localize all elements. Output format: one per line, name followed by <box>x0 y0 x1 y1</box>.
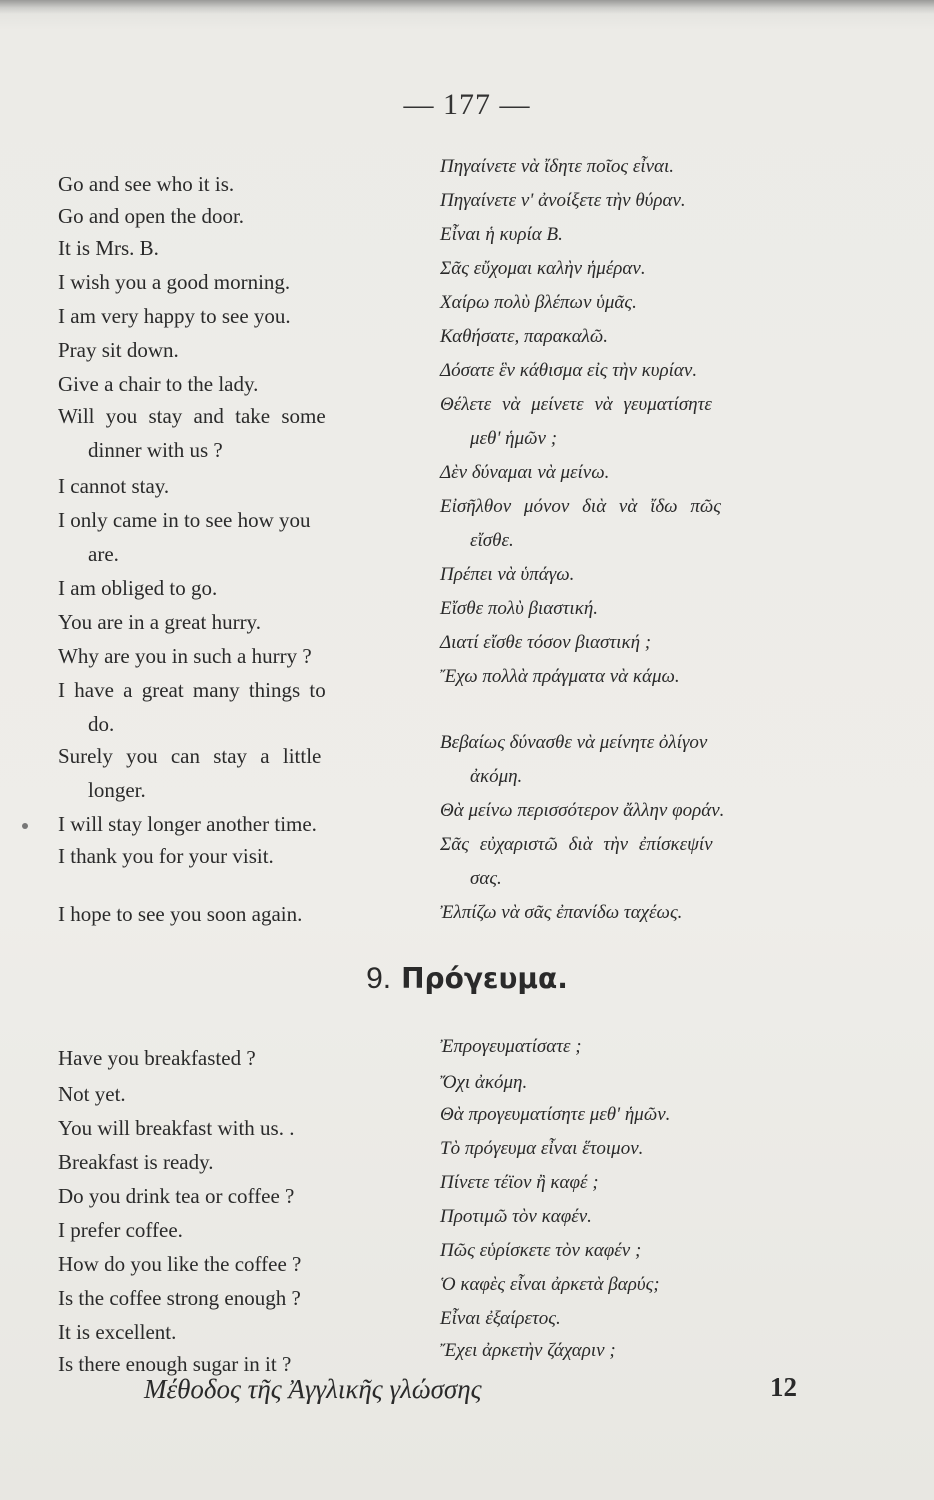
greek-line: μεθ' ἡμῶν ; <box>470 428 558 449</box>
english-line: do. <box>88 712 115 736</box>
greek-line: Δόσατε ἓν κάθισμα εἰς τὴν κυρίαν. <box>440 360 698 381</box>
margin-mark <box>22 823 28 829</box>
greek-line: Ὁ καφὲς εἶναι ἀρκετὰ βαρύς; <box>440 1274 660 1295</box>
greek-line: Πῶς εὑρίσκετε τὸν καφέν ; <box>440 1240 642 1261</box>
section-title: Πρόγευμα. <box>401 962 568 995</box>
english-line: I have a great many things to <box>58 678 326 702</box>
english-line: I wish you a good morning. <box>58 270 291 294</box>
page-number: — 177 — <box>403 88 531 121</box>
english-line: longer. <box>88 778 146 802</box>
english-line: I prefer coffee. <box>58 1218 183 1242</box>
greek-line: Εἶναι ἐξαίρετος. <box>440 1308 561 1329</box>
greek-line: Σᾶς εὔχομαι καλὴν ἡμέραν. <box>440 258 646 279</box>
english-line: Why are you in such a hurry ? <box>58 644 312 668</box>
english-line: It is Mrs. B. <box>58 236 159 260</box>
english-line: Breakfast is ready. <box>58 1150 214 1174</box>
greek-line: Πηγαίνετε νὰ ἴδητε ποῖος εἶναι. <box>440 156 675 177</box>
greek-line: Ἐλπίζω νὰ σᾶς ἐπανίδω ταχέως. <box>440 902 683 923</box>
english-line: I cannot stay. <box>58 474 170 498</box>
greek-line: εἴσθε. <box>470 530 514 551</box>
english-line: Give a chair to the lady. <box>58 372 259 396</box>
english-line: Surely you can stay a little <box>58 744 322 768</box>
greek-line: σας. <box>470 868 502 889</box>
greek-line: Εἴσθε πολὺ βιαστική. <box>440 598 599 619</box>
greek-line: Εἰσῆλθον μόνον διὰ νὰ ἴδω πῶς <box>440 496 721 517</box>
english-line: dinner with us ? <box>88 438 223 462</box>
english-line: I am obliged to go. <box>58 576 218 600</box>
english-line: You are in a great hurry. <box>58 610 261 634</box>
greek-line: Εἶναι ἡ κυρία Β. <box>440 224 563 245</box>
greek-line: Προτιμῶ τὸν καφέν. <box>440 1206 592 1227</box>
greek-line: ἀκόμη. <box>470 766 523 787</box>
english-line: Go and see who it is. <box>58 172 235 196</box>
section-heading <box>0 962 934 996</box>
english-line: Is the coffee strong enough ? <box>58 1286 301 1310</box>
english-line: Do you drink tea or coffee ? <box>58 1184 295 1208</box>
greek-line: Σᾶς εὐχαριστῶ διὰ τὴν ἐπίσκεψίν <box>440 834 713 855</box>
english-line: Will you stay and take some <box>58 404 326 428</box>
page-top-edge <box>0 0 934 14</box>
greek-line: Ἐπρογευματίσατε ; <box>440 1036 582 1057</box>
greek-line: Πίνετε τέϊον ἢ καφέ ; <box>440 1172 599 1193</box>
english-line: Go and open the door. <box>58 204 245 228</box>
greek-line: Ἔχει ἀρκετὴν ζάχαριν ; <box>440 1340 616 1361</box>
greek-line: Τὸ πρόγευμα εἶναι ἕτοιμον. <box>440 1138 644 1159</box>
english-line: Not yet. <box>58 1082 126 1106</box>
greek-line: Πηγαίνετε ν' ἀνοίξετε τὴν θύραν. <box>440 190 686 211</box>
english-line: You will breakfast with us. . <box>58 1116 295 1140</box>
english-line: How do you like the coffee ? <box>58 1252 302 1276</box>
greek-line: Δὲν δύναμαι νὰ μείνω. <box>440 462 610 483</box>
english-line: Have you breakfasted ? <box>58 1046 256 1070</box>
footer-signature-number: 12 <box>770 1372 797 1402</box>
greek-line: Ὄχι ἀκόμη. <box>440 1072 528 1093</box>
greek-line: Καθήσατε, παρακαλῶ. <box>440 326 609 347</box>
greek-line: Ἔχω πολλὰ πράγματα νὰ κάμω. <box>440 666 680 687</box>
english-line: I only came in to see how you <box>58 508 311 532</box>
english-line: I thank you for your visit. <box>58 844 274 868</box>
greek-line: Βεβαίως δύνασθε νὰ μείνητε ὀλίγον <box>440 732 708 753</box>
greek-line: Θὰ μείνω περισσότερον ἄλλην φοράν. <box>440 800 725 821</box>
greek-line: Πρέπει νὰ ὑπάγω. <box>440 564 575 585</box>
greek-line: Χαίρω πολὺ βλέπων ὑμᾶς. <box>440 292 637 313</box>
english-line: are. <box>88 542 119 566</box>
greek-line: Θὰ προγευματίσητε μεθ' ἡμῶν. <box>440 1104 671 1125</box>
greek-line: Διατί εἴσθε τόσον βιαστική ; <box>440 632 652 653</box>
english-line: I am very happy to see you. <box>58 304 291 328</box>
greek-line: Θέλετε νὰ μείνετε νὰ γευματίσητε <box>440 394 712 415</box>
english-line: Is there enough sugar in it ? <box>58 1352 292 1376</box>
english-line: It is excellent. <box>58 1320 177 1344</box>
section-number: 9. <box>366 962 392 995</box>
english-line: I hope to see you soon again. <box>58 902 303 926</box>
page-footer <box>0 1374 934 1414</box>
footer-book-title: Μέθοδος τῆς Ἀγγλικῆς γλώσσης <box>144 1374 482 1404</box>
english-line: Pray sit down. <box>58 338 179 362</box>
english-line: I will stay longer another time. <box>58 812 317 836</box>
